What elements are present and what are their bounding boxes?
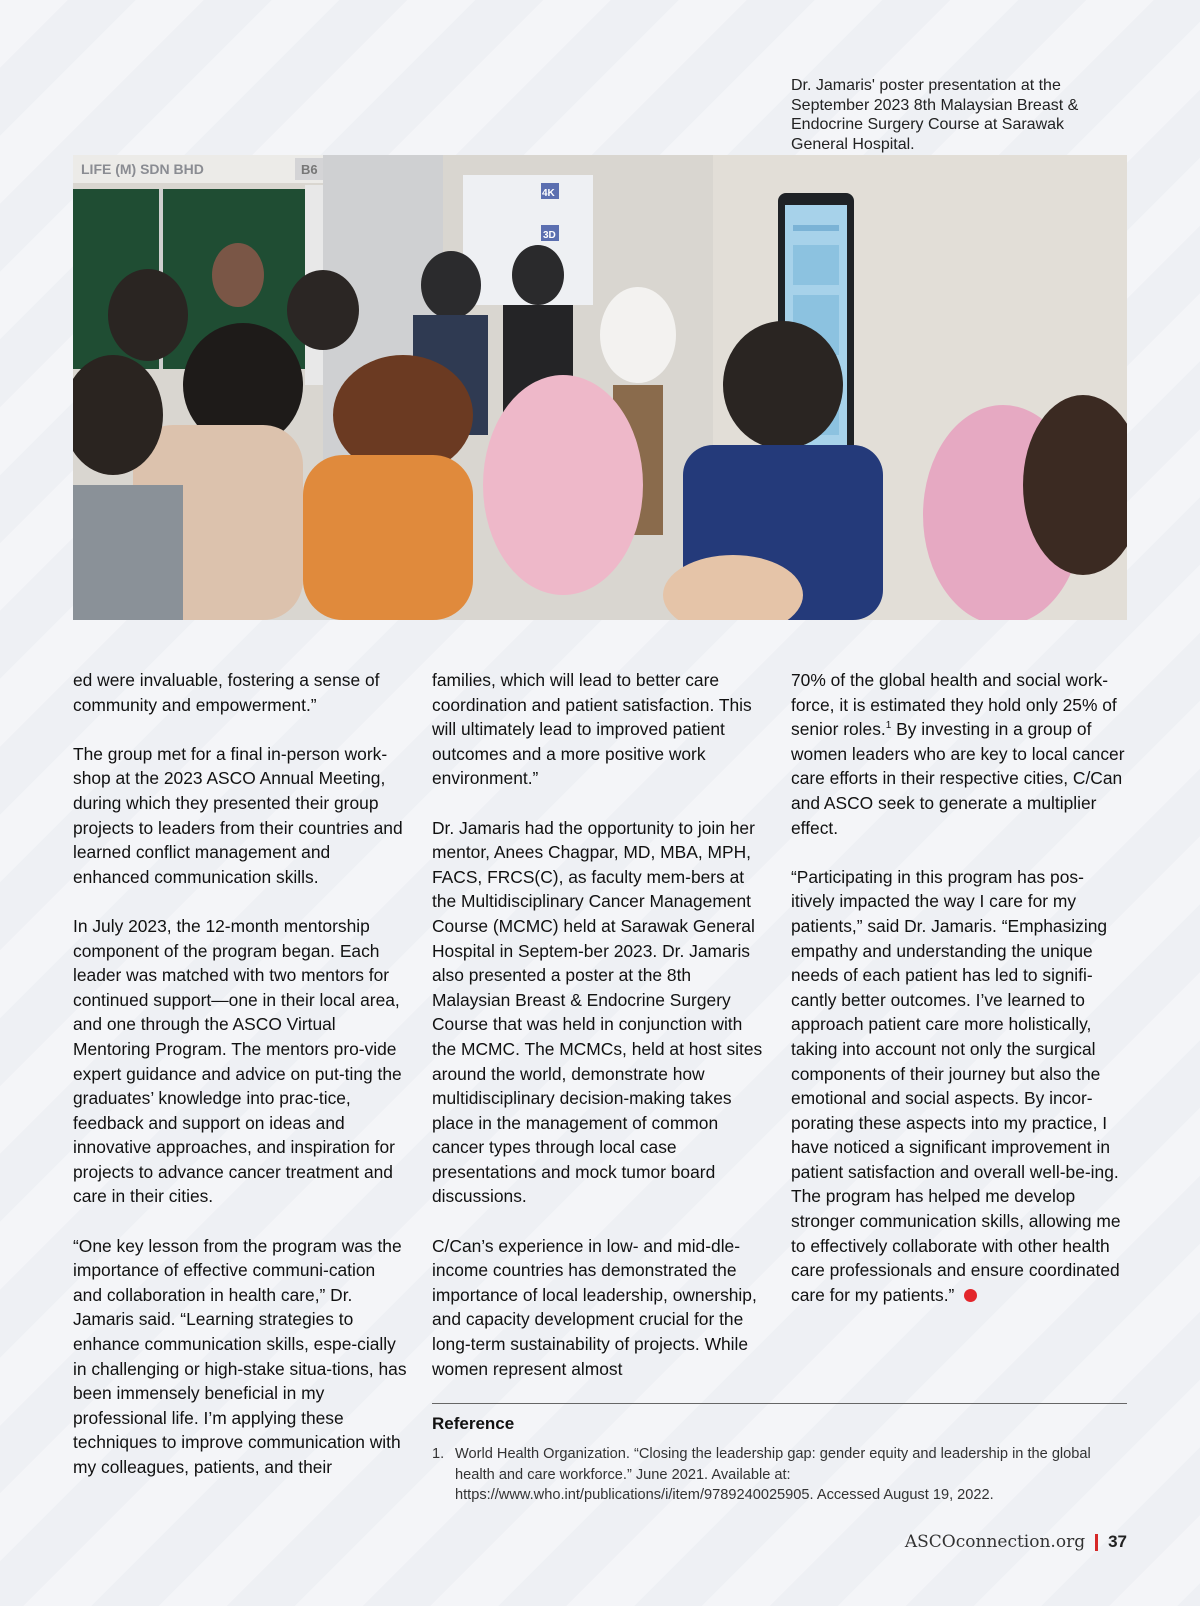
column3-paragraph-2 xyxy=(791,865,1127,1308)
column2-paragraph-2: Dr. Jamaris had the opportunity to join her mentor, Anees Chagpar, MD, MBA, MPH, FACS, FRCS(C), as faculty mem-bers at the Multidisciplinary Cancer Management Course (MCMC) held at Sarawak General Hospital in Septem-ber 2023. Dr. Jamaris also presented a poster at the 8th Malaysian Breast & Endocrine Surgery Course that was held in conjunction with the MCMC. The MCMCs, held at host sites around the world, demonstrate how multidisciplinary decision-making takes place in the management of common cancer types through local case presentations and mock tumor board discussions. xyxy=(432,817,763,1207)
article-column-3 xyxy=(791,668,1127,1332)
reference-item xyxy=(432,1444,1127,1506)
booth-sign-text: LIFE (M) SDN BHD xyxy=(81,161,204,177)
column2-paragraph-1: families, which will lead to better care coordination and patient satisfaction. This will ultimately lead to improved patient outcomes and a more positive work environment.” xyxy=(432,670,752,789)
footnote-marker: 1 xyxy=(885,720,892,732)
column3-paragraph-1-text: 70% of the global health and social work-force, it is estimated they hold only 25% of senior roles. xyxy=(791,670,1117,740)
column1-paragraph-3: In July 2023, the 12-month mentorship component of the program began. Each leader was matched with two mentors for continued support—one in their local area, and one through the ASCO Virtual Mentoring Program. The mentors pro-vide expert guidance and advice on put-ting the graduates’ knowledge into prac-tice, feedback and support on ideas and innovative approaches, and inspiration for projects to advance cancer treatment and care in their cities. xyxy=(73,915,402,1207)
reference-list xyxy=(432,1444,1127,1506)
page-number: 37 xyxy=(1108,1532,1127,1551)
page-footer xyxy=(905,1532,1127,1552)
column2-paragraph-3: C/Can’s experience in low- and mid-dle-income countries has demonstrated the importance of local leadership, ownership, and capacity development crucial for the long-term sustainability of projects. While women represent almost xyxy=(432,1235,757,1379)
article-column-1 xyxy=(73,668,409,1504)
column3-paragraph-1 xyxy=(791,668,1127,840)
booth-number-text: B6 xyxy=(301,162,318,177)
event-photo xyxy=(73,155,1127,620)
end-of-article-dot-icon xyxy=(964,1289,977,1302)
photo-caption: Dr. Jamaris' poster presentation at the September 2023 8th Malaysian Breast & Endocrine Surgery Course at Sarawak General Hospital. xyxy=(791,77,1079,153)
column1-paragraph-2: The group met for a final in-person work-shop at the 2023 ASCO Annual Meeting, during which they presented their group projects to leaders from their countries and learned conflict management and enhanced communication skills. xyxy=(73,743,403,887)
display-label-3d: 3D xyxy=(543,230,556,241)
reference-text: World Health Organization. “Closing the leadership gap: gender equity and leadership in the global health and care workforce.” June 2021. Available at: https://www.who.int/publications/i/item/9789240025905. Accessed August 19, 2022. xyxy=(455,1446,1091,1503)
reference-divider xyxy=(432,1403,1127,1404)
reference-title: Reference xyxy=(432,1414,515,1433)
display-label-4k: 4K xyxy=(542,188,555,199)
article-column-2 xyxy=(432,668,768,1406)
reference-number: 1. xyxy=(432,1446,445,1462)
column3-paragraph-1-text-cont: By investing in a group of women leaders who are key to local cancer care efforts in their respective cities, C/Can and ASCO seek to generate a multiplier effect. xyxy=(791,719,1125,838)
column1-paragraph-4: “One key lesson from the program was the importance of effective communi-cation and collaboration in health care,” Dr. Jamaris said. “Learning strategies to enhance communication skills, espe-cially in challenging or high-stake situa-tions, has been immensely beneficial in my professional life. I’m applying these techniques to improve communication with my colleagues, patients, and their xyxy=(73,1235,407,1477)
footer-separator xyxy=(1095,1534,1098,1551)
footer-site-name: ASCOconnection.org xyxy=(904,1532,1086,1552)
column3-paragraph-2-text: “Participating in this program has pos-itively impacted the way I care for my patients,” said Dr. Jamaris. “Emphasizing empathy and understanding the unique needs of each patient has led to signifi-cantly better outcomes. I’ve learned to approach patient care more holistically, taking into account not only the surgical components of their journey but also the emotional and social aspects. By incor-porating these aspects into my practice, I have noticed a significant improvement in patient satisfaction and overall well-be-ing. The program has helped me develop stronger communication skills, allowing me to effectively collaborate with other health care professionals and ensure coordinated care for my patients.” xyxy=(791,866,1121,1305)
column1-paragraph-1: ed were invaluable, fostering a sense of community and empowerment.” xyxy=(73,670,380,715)
